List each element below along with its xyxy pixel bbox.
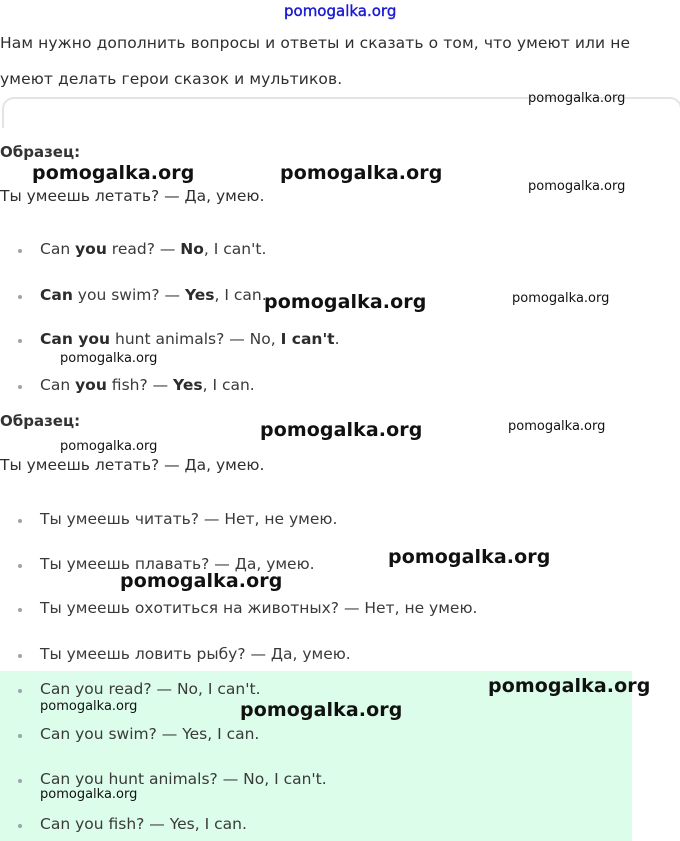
bullet-dot [18, 519, 22, 523]
watermark: pomogalka.org [488, 675, 651, 697]
section1-item-3: Can you hunt animals? — No, I can't. [40, 330, 340, 348]
site-header-logo[interactable]: pomogalka.org [284, 2, 397, 20]
frame-mask [0, 128, 680, 142]
watermark: pomogalka.org [280, 162, 443, 184]
answer-item-2: Can you swim? — Yes, I can. [40, 725, 260, 743]
answer-item-3: Can you hunt animals? — No, I can't. [40, 770, 327, 788]
intro-line-1: Нам нужно дополнить вопросы и ответы и сказать о том, что умеют или не [0, 34, 631, 52]
bullet-dot [18, 339, 22, 343]
watermark: pomogalka.org [240, 699, 403, 721]
watermark: pomogalka.org [508, 419, 606, 434]
bullet-dot [18, 295, 22, 299]
section2-label: Образец: [0, 412, 81, 430]
watermark: pomogalka.org [32, 162, 195, 184]
section1-item-4: Can you fish? — Yes, I can. [40, 376, 255, 394]
bullet-dot [18, 824, 22, 828]
section1-item-1: Can you read? — No, I can't. [40, 240, 267, 258]
watermark: pomogalka.org [512, 291, 610, 306]
watermark: pomogalka.org [528, 179, 626, 194]
section2-item-2: Ты умеешь плавать? — Да, умею. [40, 555, 315, 573]
section1-example: Ты умеешь летать? — Да, умею. [0, 187, 265, 205]
section2-example: Ты умеешь летать? — Да, умею. [0, 456, 265, 474]
watermark: pomogalka.org [60, 351, 158, 366]
bullet-dot [18, 689, 22, 693]
bullet-dot [18, 779, 22, 783]
bullet-dot [18, 564, 22, 568]
answer-item-1: Can you read? — No, I can't. [40, 680, 261, 698]
watermark: pomogalka.org [40, 787, 138, 802]
bullet-dot [18, 249, 22, 253]
watermark: pomogalka.org [388, 546, 551, 568]
watermark: pomogalka.org [60, 439, 158, 454]
answer-item-4: Can you fish? — Yes, I can. [40, 815, 247, 833]
section1-item-2: Can you swim? — Yes, I can. [40, 286, 267, 304]
watermark: pomogalka.org [260, 419, 423, 441]
section2-item-4: Ты умеешь ловить рыбу? — Да, умею. [40, 645, 351, 663]
intro-line-2: умеют делать герои сказок и мультиков. [0, 70, 343, 88]
watermark: pomogalka.org [40, 699, 138, 714]
watermark: pomogalka.org [528, 91, 626, 106]
bullet-dot [18, 608, 22, 612]
bullet-dot [18, 734, 22, 738]
watermark: pomogalka.org [264, 291, 427, 313]
section2-item-1: Ты умеешь читать? — Нет, не умею. [40, 510, 338, 528]
bullet-dot [18, 654, 22, 658]
bullet-dot [18, 385, 22, 389]
section2-item-3: Ты умеешь охотиться на животных? — Нет, не умею. [40, 599, 478, 617]
section1-label: Образец: [0, 143, 81, 161]
watermark: pomogalka.org [120, 570, 283, 592]
